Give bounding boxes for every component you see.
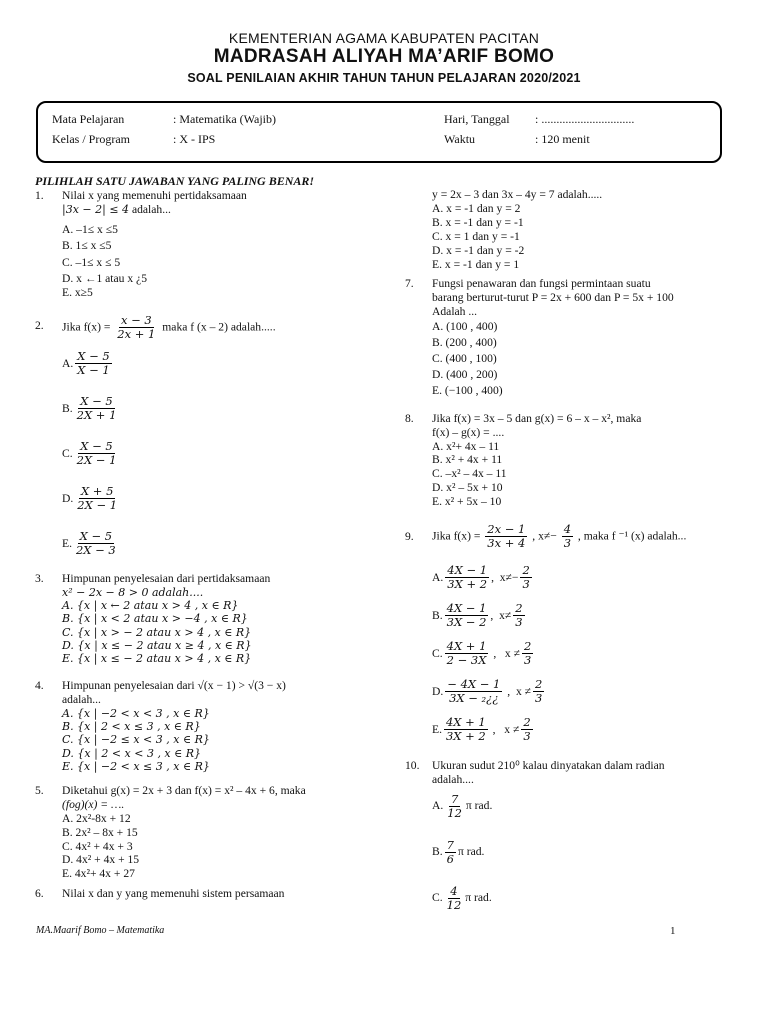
numerator: X + 5 bbox=[80, 483, 114, 498]
option-c: C. –x² – 4x – 11 bbox=[432, 467, 507, 481]
question-text-2: y = 2x – 3 dan 3x – 4y = 7 adalah..... bbox=[432, 188, 603, 201]
option-a: A. x = -1 dan y = 2 bbox=[432, 201, 521, 215]
fraction bbox=[533, 678, 544, 705]
option-letter: D. bbox=[432, 684, 444, 698]
math-expression: x² − 2x − 8 > 0 adalah.... bbox=[62, 586, 204, 600]
option-b: B. {x | x < 2 atau x > −4 , x ∈ R} bbox=[62, 612, 248, 626]
question-number: 8. bbox=[405, 411, 414, 425]
option-e: E. x² + 5x – 10 bbox=[432, 495, 502, 509]
fraction bbox=[521, 716, 532, 743]
question-4 bbox=[35, 679, 410, 773]
instruction: PILIHLAH SATU JAWABAN YANG PALING BENAR! bbox=[35, 174, 315, 188]
denominator: 3X + 2 bbox=[445, 728, 486, 743]
denominator: 3 bbox=[515, 614, 523, 629]
left-column bbox=[35, 174, 410, 901]
time-value: : 120 menit bbox=[535, 132, 590, 146]
option-b: B. (200 , 400) bbox=[432, 336, 497, 350]
option-b bbox=[62, 386, 410, 431]
option-suffix: π rad. bbox=[457, 845, 485, 859]
option-d: D. x² – 5x + 10 bbox=[432, 481, 503, 495]
option-letter: C. bbox=[432, 646, 443, 660]
denominator: 12 bbox=[446, 897, 462, 912]
option-letter: B. bbox=[432, 845, 443, 859]
option-letter: A. bbox=[62, 356, 74, 370]
question-expression bbox=[62, 203, 410, 217]
numerator: 4X + 1 bbox=[446, 638, 487, 653]
option-d bbox=[62, 476, 410, 521]
numerator: 4X + 1 bbox=[445, 714, 486, 729]
option-letter: A. bbox=[432, 570, 444, 584]
option-e: E. {x | −2 < x ≤ 3 , x ∈ R} bbox=[62, 759, 210, 773]
question-text: Himpunan penyelesaian dari pertidaksamaan bbox=[62, 572, 271, 586]
option-suffix: π rad. bbox=[465, 891, 492, 905]
question-text: Nilai x dan y yang memenuhi sistem persamaan bbox=[62, 887, 285, 901]
question-text-2: f(x) – g(x) = .... bbox=[432, 425, 505, 439]
question-text: Ukuran sudut 210⁰ kalau dinyatakan dalam radian bbox=[432, 759, 665, 773]
denominator: 3X − 2 bbox=[446, 614, 487, 629]
day-value: : ............................... bbox=[535, 112, 635, 126]
option-b bbox=[432, 596, 765, 634]
option-letter: B. bbox=[432, 608, 443, 622]
math-expression: |3x − 2| ≤ 4 bbox=[62, 203, 130, 217]
option-a: A. {x | x ← 2 atau x > 4 , x ∈ R} bbox=[62, 599, 239, 613]
option-e: E. x≥5 bbox=[62, 285, 93, 299]
page-footer: MA.Maarif Bomo – Matematika bbox=[36, 925, 165, 936]
option-letter: C. bbox=[62, 446, 73, 460]
question-number: 1. bbox=[35, 189, 44, 203]
question-number: 10. bbox=[405, 759, 420, 773]
question-text-2: (fog)(x) = …. bbox=[62, 797, 125, 811]
option-c bbox=[432, 879, 765, 917]
question-8 bbox=[405, 412, 765, 509]
option-c bbox=[62, 431, 410, 476]
question-condition: , x≠− bbox=[532, 529, 557, 543]
option-letter: B. bbox=[62, 401, 73, 415]
question-number: 9. bbox=[405, 530, 414, 544]
exam-info-box bbox=[36, 101, 722, 163]
fraction bbox=[445, 839, 456, 866]
numerator: 2 bbox=[523, 714, 531, 729]
option-suffix: π rad. bbox=[465, 799, 493, 813]
option-a: A. –1≤ x ≤5 bbox=[62, 223, 118, 237]
fraction bbox=[445, 564, 489, 591]
question-tail: adalah... bbox=[131, 203, 171, 217]
fraction bbox=[75, 350, 111, 377]
denominator: 3X − ₂¿¿ bbox=[449, 690, 499, 705]
option-d: D. 4x² + 4x + 15 bbox=[62, 853, 140, 867]
exam-heading: SOAL PENILAIAN AKHIR TAHUN TAHUN PELAJARAN 2020/2021 bbox=[187, 71, 581, 85]
question-number: 3. bbox=[35, 572, 44, 586]
question-suffix: , maka f ⁻¹ (x) adalah... bbox=[577, 529, 687, 543]
denominator: 12 bbox=[447, 805, 462, 820]
numerator: 4 bbox=[450, 883, 458, 898]
option-e: E. x = -1 dan y = 1 bbox=[432, 257, 520, 271]
question-number: 7. bbox=[405, 277, 414, 291]
fraction bbox=[513, 602, 524, 629]
question-text-3: Adalah ... bbox=[432, 305, 478, 319]
question-number: 2. bbox=[35, 318, 44, 332]
option-letter: A. bbox=[432, 799, 444, 813]
option-c: C. (400 , 100) bbox=[432, 351, 497, 365]
question-9 bbox=[405, 523, 765, 748]
option-d bbox=[432, 672, 765, 710]
time-label: Waktu bbox=[444, 132, 476, 146]
fraction bbox=[445, 678, 502, 705]
numerator: X − 5 bbox=[80, 438, 113, 453]
option-d: D. (400 , 200) bbox=[432, 367, 498, 381]
option-c bbox=[432, 634, 765, 672]
school-heading: MADRASAH ALIYAH MA’ARIF BOMO bbox=[213, 46, 555, 67]
option-a: A. {x | −2 < x < 3 , x ∈ R} bbox=[62, 707, 210, 721]
denominator: 3 bbox=[523, 728, 531, 743]
fraction bbox=[75, 485, 119, 512]
subject-label: Mata Pelajaran bbox=[52, 112, 125, 126]
option-condition: , x≠− bbox=[491, 570, 519, 584]
option-c: C. –1≤ x ≤ 5 bbox=[62, 256, 121, 270]
question-6-continued bbox=[405, 188, 765, 271]
question-text: Himpunan penyelesaian dari √(x − 1) > √(3 − x) bbox=[62, 679, 286, 693]
option-condition: , x ≠ bbox=[504, 684, 531, 698]
denominator: 6 bbox=[446, 851, 454, 866]
subject-value: : Matematika (Wajib) bbox=[173, 112, 276, 126]
option-e bbox=[62, 521, 410, 566]
page-number: 1 bbox=[670, 925, 676, 937]
denominator: 3X + 2 bbox=[447, 576, 488, 591]
option-b: B. 1≤ x ≤5 bbox=[62, 239, 112, 253]
fraction bbox=[445, 602, 489, 629]
numerator: X − 5 bbox=[79, 528, 113, 543]
numerator: 2 bbox=[523, 638, 532, 653]
question-text: Fungsi penawaran dan fungsi permintaan suatu bbox=[432, 277, 651, 291]
option-c: C. 4x² + 4x + 3 bbox=[62, 839, 133, 853]
question-text bbox=[432, 523, 765, 550]
day-label: Hari, Tanggal bbox=[444, 112, 510, 126]
option-letter: E. bbox=[62, 536, 72, 550]
question-10 bbox=[405, 759, 765, 917]
fraction bbox=[445, 793, 464, 820]
question-7 bbox=[405, 277, 765, 397]
option-e: E. 4x²+ 4x + 27 bbox=[62, 867, 135, 881]
option-e bbox=[432, 710, 765, 748]
fraction bbox=[74, 530, 118, 557]
denominator: 3 bbox=[535, 690, 543, 705]
option-c: C. {x | x > − 2 atau x > 4 , x ∈ R} bbox=[62, 625, 252, 639]
fraction bbox=[75, 440, 119, 467]
question-number: 4. bbox=[35, 679, 44, 693]
question-tail: adalah... bbox=[62, 693, 101, 707]
numerator: − 4X − 1 bbox=[447, 676, 501, 691]
fraction bbox=[75, 395, 119, 422]
class-label: Kelas / Program bbox=[52, 132, 130, 146]
option-d: D. x = -1 dan y = -2 bbox=[432, 243, 525, 257]
numerator: 4X − 1 bbox=[446, 600, 487, 615]
numerator: 2x − 1 bbox=[487, 522, 526, 537]
question-suffix: maka f (x – 2) adalah..... bbox=[162, 320, 276, 334]
numerator: 2 bbox=[522, 562, 530, 577]
denominator: 2X + 1 bbox=[76, 408, 117, 423]
question-text: Diketahui g(x) = 2x + 3 dan f(x) = x² – 4x + 6, maka bbox=[62, 783, 306, 797]
denominator: 2 − 3X bbox=[446, 652, 487, 667]
question-5 bbox=[35, 784, 410, 881]
denominator: 2X − 1 bbox=[76, 453, 117, 468]
fraction bbox=[562, 523, 573, 550]
option-b: B. x² + 4x + 11 bbox=[432, 453, 503, 467]
option-b: B. x = -1 dan y = -1 bbox=[432, 215, 524, 229]
numerator: 7 bbox=[446, 837, 454, 852]
fraction bbox=[445, 640, 489, 667]
denominator: 2x + 1 bbox=[117, 326, 156, 341]
question-text bbox=[62, 314, 410, 341]
question-number: 5. bbox=[35, 783, 44, 797]
denominator: X − 1 bbox=[77, 363, 110, 378]
numerator: 4X − 1 bbox=[447, 562, 488, 577]
option-b: B. {x | 2 < x ≤ 3 , x ∈ R} bbox=[62, 720, 201, 734]
numerator: 4 bbox=[563, 522, 572, 537]
numerator: 7 bbox=[450, 791, 459, 806]
question-6 bbox=[35, 887, 410, 901]
option-a: A. (100 , 400) bbox=[432, 320, 498, 334]
numerator: x − 3 bbox=[120, 312, 152, 327]
question-3 bbox=[35, 572, 410, 665]
option-a: A. 2x²-8x + 12 bbox=[62, 811, 131, 825]
option-condition: , x ≠ bbox=[489, 722, 520, 736]
option-e: E. (−100 , 400) bbox=[432, 383, 503, 397]
option-a bbox=[62, 341, 410, 386]
question-text-2: barang berturut-turut P = 2x + 600 dan P = 5x + 100 bbox=[432, 291, 674, 305]
option-letter: D. bbox=[62, 491, 74, 505]
right-column bbox=[405, 174, 765, 917]
denominator: 2X − 3 bbox=[75, 543, 116, 558]
question-text: Jika f(x) = 3x – 5 dan g(x) = 6 – x – x², maka bbox=[432, 411, 642, 425]
option-c: C. {x | −2 ≤ x < 3 , x ∈ R} bbox=[62, 733, 210, 747]
question-prefix: Jika f(x) = bbox=[432, 529, 481, 543]
denominator: 3 bbox=[522, 576, 530, 591]
denominator: 3 bbox=[563, 536, 572, 551]
option-letter: E. bbox=[432, 722, 442, 736]
numerator: X − 5 bbox=[80, 393, 113, 408]
option-d: D. x ←1 atau x ¿5 bbox=[62, 271, 148, 285]
denominator: 3x + 4 bbox=[487, 536, 526, 551]
option-b bbox=[432, 833, 765, 871]
denominator: 3 bbox=[523, 652, 532, 667]
question-text-2: adalah.... bbox=[432, 773, 474, 787]
fraction bbox=[445, 885, 464, 912]
option-d: D. {x | x ≤ − 2 atau x ≥ 4 , x ∈ R} bbox=[62, 638, 252, 652]
option-condition: , x ≠ bbox=[490, 646, 520, 660]
class-value: : X - IPS bbox=[173, 132, 216, 146]
fraction bbox=[522, 640, 533, 667]
numerator: 2 bbox=[515, 600, 523, 615]
option-c: C. x = 1 dan y = -1 bbox=[432, 229, 520, 243]
question-prefix: Jika f(x) = bbox=[62, 320, 111, 334]
option-a bbox=[432, 787, 765, 825]
question-1 bbox=[35, 189, 410, 299]
fraction bbox=[444, 716, 488, 743]
numerator: 2 bbox=[535, 676, 543, 691]
option-letter: C. bbox=[432, 891, 443, 905]
ministry-heading: KEMENTERIAN AGAMA KABUPATEN PACITAN bbox=[228, 30, 540, 46]
question-2 bbox=[35, 314, 410, 566]
option-d: D. {x | 2 < x < 3 , x ∈ R} bbox=[62, 746, 202, 760]
denominator: 2X − 1 bbox=[77, 498, 118, 513]
fraction bbox=[115, 314, 157, 341]
fraction bbox=[485, 523, 527, 550]
option-a bbox=[432, 558, 765, 596]
fraction bbox=[520, 564, 531, 591]
option-a: A. x²+ 4x – 11 bbox=[432, 439, 500, 453]
numerator: X − 5 bbox=[77, 348, 110, 363]
option-b: B. 2x² – 8x + 15 bbox=[62, 825, 138, 839]
question-number: 6. bbox=[35, 887, 44, 901]
option-e: E. {x | x ≤ − 2 atau x > 4 , x ∈ R} bbox=[62, 652, 252, 666]
option-condition: , x≠ bbox=[490, 608, 512, 622]
question-text: Nilai x yang memenuhi pertidaksamaan bbox=[62, 189, 247, 203]
